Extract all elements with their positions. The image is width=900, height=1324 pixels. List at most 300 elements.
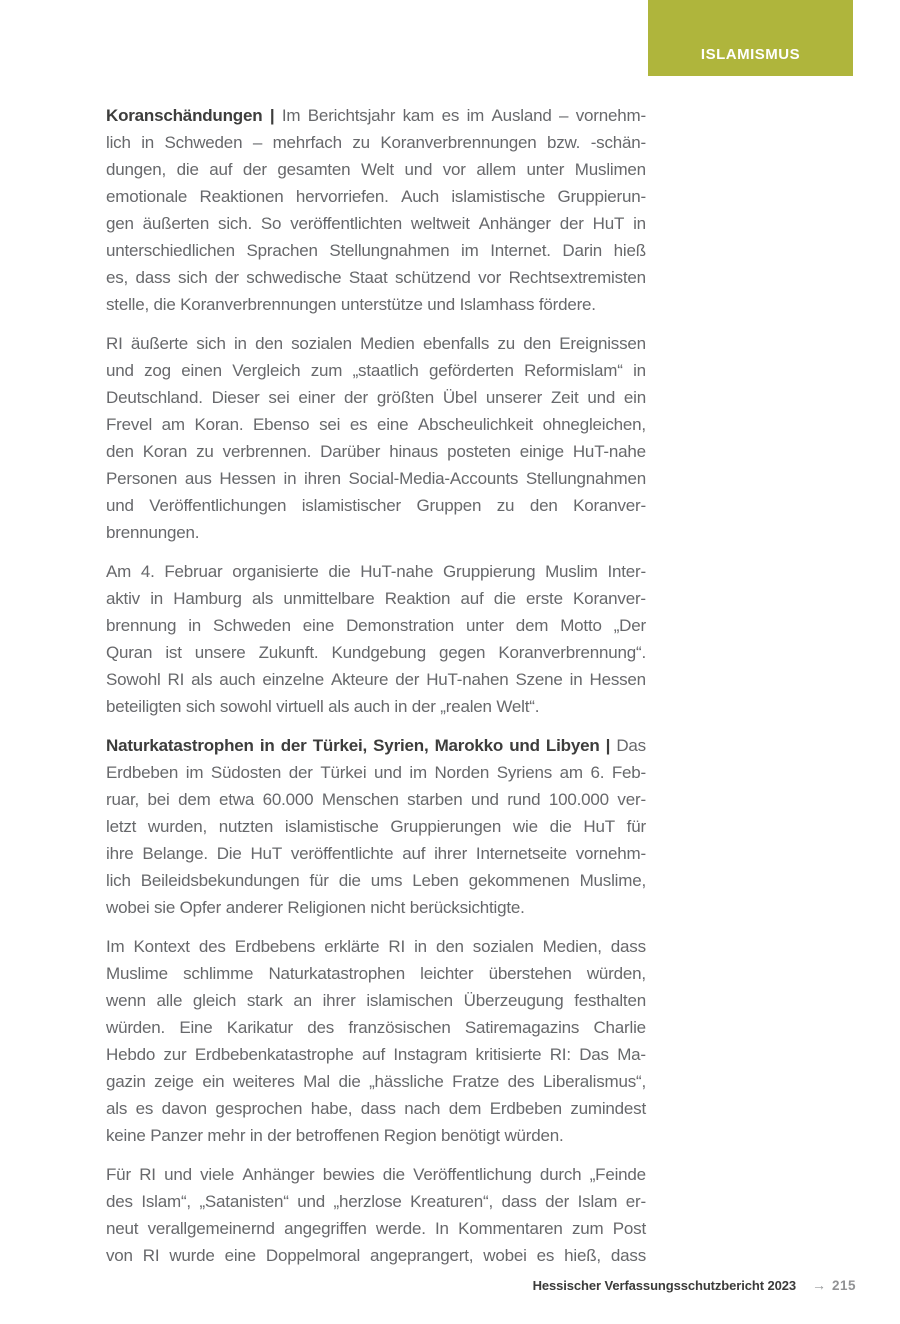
- word: hieß: [613, 241, 646, 260]
- word: im: [185, 763, 204, 782]
- word: gen: [106, 214, 134, 233]
- word: Islamhass: [459, 295, 535, 314]
- word: davon: [161, 1099, 207, 1118]
- word: Syriens: [496, 763, 553, 782]
- word: Gruppierung: [443, 562, 536, 581]
- word: zu: [196, 442, 214, 461]
- word: Medien: [360, 334, 415, 353]
- word: Die: [216, 844, 242, 863]
- body-text: [106, 102, 646, 1281]
- text-line: [106, 357, 646, 384]
- word: Schweden: [164, 133, 243, 152]
- word: Norden: [434, 763, 490, 782]
- word: auf: [209, 160, 233, 179]
- page-footer: [533, 1277, 856, 1293]
- word: Gruppen: [416, 496, 482, 515]
- word: Februar: [164, 562, 223, 581]
- word: weiteres: [232, 1072, 295, 1091]
- section-heading-word: |: [605, 736, 611, 755]
- word: wenn: [106, 991, 146, 1010]
- word: brennungen.: [106, 523, 200, 542]
- word: auf: [361, 1045, 386, 1064]
- word: der: [559, 214, 584, 233]
- text-line: [106, 291, 646, 318]
- word: des: [307, 1018, 335, 1037]
- word: letzt: [106, 817, 137, 836]
- word: eine: [224, 1246, 256, 1265]
- word: gesamten: [277, 160, 351, 179]
- word: Koranverbrennungen: [180, 295, 337, 314]
- word: Reaktionen: [199, 187, 284, 206]
- word: der: [395, 670, 420, 689]
- word: 100.000: [548, 790, 609, 809]
- word: auf: [402, 844, 426, 863]
- word: es: [135, 1099, 154, 1118]
- word: Ausland: [491, 106, 552, 125]
- word: Internetseite: [475, 844, 567, 863]
- word: aus: [184, 469, 212, 488]
- word: Menschen: [321, 790, 399, 809]
- text-line: [106, 519, 646, 546]
- word: im: [466, 106, 485, 125]
- word: des: [507, 1072, 535, 1091]
- word: Doppelmoral: [265, 1246, 361, 1265]
- word: zu: [352, 133, 370, 152]
- word: schützend: [394, 268, 471, 287]
- word: bei: [147, 790, 170, 809]
- word: vornehm-: [575, 844, 646, 863]
- word: den: [106, 442, 134, 461]
- word: der: [545, 1192, 570, 1211]
- word: Darin: [562, 241, 603, 260]
- word: der: [411, 697, 436, 716]
- word: Kreaturen“,: [410, 1192, 493, 1211]
- section-heading-word: Syrien,: [373, 736, 429, 755]
- report-title: Hessischer Verfassungsschutzbericht 2023: [532, 1278, 796, 1293]
- word: äußerte: [130, 334, 189, 353]
- word: Am: [106, 562, 132, 581]
- word: Gruppierun-: [557, 187, 646, 206]
- word: 4.: [140, 562, 155, 581]
- word: ver-: [617, 790, 646, 809]
- word: RI: [167, 670, 185, 689]
- word: islamistische: [284, 817, 379, 836]
- word: Zukunft.: [258, 643, 319, 662]
- word: organisierte: [232, 562, 319, 581]
- word: -schän-: [590, 133, 646, 152]
- word: sich: [185, 697, 216, 716]
- word: zumindest: [570, 1099, 646, 1118]
- word: Überzeugung: [463, 991, 564, 1010]
- word: ums: [370, 871, 403, 890]
- text-line: [106, 1014, 646, 1041]
- word: Opfer: [179, 898, 222, 917]
- text-line: [106, 465, 646, 492]
- word: RI: [139, 1165, 156, 1184]
- category-tab-label: ISLAMISMUS: [700, 46, 801, 63]
- word: zur: [163, 1045, 187, 1064]
- word: Welt: [360, 160, 394, 179]
- word: kritisierte: [475, 1045, 542, 1064]
- word: französischen: [348, 1018, 451, 1037]
- word: Hamburg: [173, 589, 242, 608]
- word: So: [260, 214, 282, 233]
- word: dem: [178, 790, 211, 809]
- text-line: [106, 1242, 646, 1269]
- word: In: [435, 1219, 449, 1238]
- word: den: [255, 334, 283, 353]
- word: die: [328, 562, 351, 581]
- word: ruar,: [106, 790, 140, 809]
- word: stark: [246, 991, 283, 1010]
- word: Sowohl: [106, 670, 161, 689]
- word: Motto: [560, 616, 602, 635]
- word: die: [176, 160, 199, 179]
- word: sich: [196, 334, 226, 353]
- word: der: [288, 763, 313, 782]
- word: Stellungnahmen: [525, 469, 646, 488]
- word: vor: [478, 268, 502, 287]
- word: Hessen: [219, 469, 276, 488]
- word: dem: [515, 616, 549, 635]
- word: als: [106, 1099, 128, 1118]
- word: in: [414, 937, 427, 956]
- word: Islam“,: [141, 1192, 191, 1211]
- word: alle: [156, 991, 183, 1010]
- word: Medien,: [542, 937, 602, 956]
- word: und: [404, 160, 433, 179]
- word: nicht: [370, 898, 406, 917]
- word: Panzer: [150, 1126, 203, 1145]
- text-line: [106, 210, 646, 237]
- word: hinaus: [389, 442, 439, 461]
- word: –: [252, 133, 263, 152]
- word: lich: [106, 871, 131, 890]
- word: „staatlich: [352, 361, 419, 380]
- word: HuT: [583, 817, 615, 836]
- word: 60.000: [262, 790, 314, 809]
- word: Szene: [515, 670, 563, 689]
- text-line: [106, 384, 646, 411]
- word: neut: [106, 1219, 139, 1238]
- word: Erdbebens: [234, 937, 316, 956]
- word: ein: [623, 388, 646, 407]
- word: und: [427, 295, 456, 314]
- word: Deutschland.: [106, 388, 203, 407]
- word: Feb-: [611, 763, 646, 782]
- word: ihre: [106, 844, 134, 863]
- word: ebenfalls: [422, 334, 490, 353]
- word: Ebenso: [252, 415, 310, 434]
- word: –: [559, 106, 569, 125]
- word: vor: [442, 160, 466, 179]
- text-line: [106, 693, 646, 720]
- word: einer: [298, 388, 336, 407]
- word: an: [293, 991, 312, 1010]
- word: Personen: [106, 469, 178, 488]
- word: Staat: [348, 268, 388, 287]
- word: Religionen: [287, 898, 366, 917]
- text-line: [106, 639, 646, 666]
- word: es,: [106, 268, 129, 287]
- word: nach: [404, 1099, 441, 1118]
- word: in: [633, 214, 646, 233]
- word: gleich: [192, 991, 237, 1010]
- word: zu: [496, 496, 515, 515]
- word: Koran: [142, 442, 188, 461]
- word: „herzlose: [333, 1192, 402, 1211]
- word: Muslime: [106, 964, 168, 983]
- word: durch: [539, 1165, 582, 1184]
- word: Anhänger: [242, 1165, 315, 1184]
- text-line: [106, 960, 646, 987]
- word: und: [164, 1165, 192, 1184]
- word: es: [349, 415, 368, 434]
- word: Muslim: [545, 562, 598, 581]
- word: RI: [388, 937, 405, 956]
- word: veröffentlichte: [290, 844, 394, 863]
- word: für: [309, 871, 329, 890]
- word: festhalten: [574, 991, 646, 1010]
- word: wie: [512, 817, 538, 836]
- word: betroffenen: [295, 1126, 380, 1145]
- word: allem: [476, 160, 516, 179]
- word: „Feinde: [589, 1165, 646, 1184]
- word: Ma-: [617, 1045, 646, 1064]
- text-line: [106, 183, 646, 210]
- word: Welt“.: [496, 697, 540, 716]
- word: posteten: [447, 442, 511, 461]
- word: Naturkatastrophen: [268, 964, 405, 983]
- word: nutzten: [218, 817, 274, 836]
- word: erste: [526, 589, 563, 608]
- section-heading-word: in: [259, 736, 275, 755]
- word: größten: [376, 388, 435, 407]
- word: Reformislam“: [524, 361, 623, 380]
- word: Muslimen: [574, 160, 646, 179]
- word: veröffentlichten: [290, 214, 403, 233]
- word: Zeit: [550, 388, 579, 407]
- text-line: [106, 558, 646, 585]
- word: RI:: [549, 1045, 571, 1064]
- word: Quran: [106, 643, 153, 662]
- word: Satiremagazins: [464, 1018, 580, 1037]
- word: Liberalismus“,: [542, 1072, 646, 1091]
- text-line: [106, 492, 646, 519]
- word: die: [382, 1165, 405, 1184]
- word: Mal: [303, 1072, 330, 1091]
- word: sozialen: [291, 334, 352, 353]
- word: Demonstration: [346, 616, 455, 635]
- word: den: [529, 496, 558, 515]
- word: Dieser: [211, 388, 260, 407]
- word: unter: [526, 160, 565, 179]
- word: Das: [616, 736, 646, 755]
- word: Gruppierungen: [390, 817, 502, 836]
- word: Im: [106, 937, 125, 956]
- word: der: [267, 1126, 292, 1145]
- word: erklärte: [324, 937, 380, 956]
- word: dungen,: [106, 160, 167, 179]
- word: dass: [501, 1192, 537, 1211]
- text-line: [106, 987, 646, 1014]
- word: er-: [625, 1192, 646, 1211]
- text-line: [106, 840, 646, 867]
- word: eine: [302, 616, 335, 635]
- word: Belange.: [142, 844, 208, 863]
- word: Leben: [412, 871, 459, 890]
- word: würden.: [504, 1126, 564, 1145]
- word: angeprangert,: [370, 1246, 474, 1265]
- word: Für: [106, 1165, 131, 1184]
- word: wurde: [169, 1246, 215, 1265]
- word: dass: [360, 1099, 396, 1118]
- word: es: [536, 1246, 555, 1265]
- word: Kundgebung: [331, 643, 426, 662]
- word: HuT: [250, 844, 283, 863]
- text-line: [106, 786, 646, 813]
- text-line: [106, 237, 646, 264]
- word: auf: [460, 589, 484, 608]
- word: Beileidsbekundungen: [140, 871, 300, 890]
- word: Karikatur: [226, 1018, 294, 1037]
- word: eine: [376, 415, 409, 434]
- word: „Satanisten“: [199, 1192, 289, 1211]
- word: der: [242, 160, 267, 179]
- word: Veröffentlichung: [413, 1165, 532, 1184]
- word: viele: [200, 1165, 235, 1184]
- word: verbrennen.: [222, 442, 312, 461]
- word: und: [106, 361, 134, 380]
- word: im: [461, 241, 479, 260]
- word: Frevel: [106, 415, 153, 434]
- word: bzw.: [546, 133, 581, 152]
- word: brennung: [106, 616, 177, 635]
- word: unsere: [194, 643, 246, 662]
- word: fördere.: [538, 295, 596, 314]
- section-heading-word: Libyen: [545, 736, 600, 755]
- word: zog: [144, 361, 171, 380]
- section-heading-word: und: [509, 736, 540, 755]
- word: Koranver-: [573, 496, 646, 515]
- word: Eine: [179, 1018, 213, 1037]
- text-line: [106, 129, 646, 156]
- text-line: [106, 612, 646, 639]
- paragraph: [106, 732, 646, 921]
- word: angegriffen: [284, 1219, 367, 1238]
- word: gekommenen: [468, 871, 570, 890]
- word: Darüber: [320, 442, 381, 461]
- word: in: [141, 133, 155, 152]
- word: Anhänger: [478, 214, 551, 233]
- word: als: [191, 670, 213, 689]
- paragraph: [106, 1161, 646, 1269]
- word: sich.: [218, 214, 252, 233]
- word: dass: [610, 1246, 646, 1265]
- word: Erdbeben: [489, 1099, 562, 1118]
- section-heading-word: Koranschändungen: [106, 106, 263, 125]
- word: des: [198, 937, 226, 956]
- word: zum: [310, 361, 343, 380]
- text-line: [106, 1188, 646, 1215]
- text-line: [106, 1122, 646, 1149]
- word: Koran.: [194, 415, 244, 434]
- text-line: [106, 1161, 646, 1188]
- word: kam: [402, 106, 435, 125]
- word: einzelne: [262, 670, 325, 689]
- word: die: [338, 871, 361, 890]
- word: sozialen: [472, 937, 534, 956]
- word: gegen: [439, 643, 486, 662]
- text-line: [106, 894, 646, 921]
- word: Erdbeben: [106, 763, 179, 782]
- word: Berichtsjahr: [307, 106, 396, 125]
- word: RI: [142, 1246, 160, 1265]
- word: es: [441, 106, 460, 125]
- text-line: [106, 759, 646, 786]
- text-line: [106, 732, 646, 759]
- text-line: [106, 1041, 646, 1068]
- text-line: [106, 330, 646, 357]
- word: Akteure: [331, 670, 389, 689]
- arrow-icon: →: [811, 1277, 826, 1293]
- paragraph: [106, 558, 646, 720]
- word: und: [106, 496, 134, 515]
- word: äußerten: [142, 214, 210, 233]
- word: in: [283, 469, 297, 488]
- word: dass: [135, 268, 171, 287]
- word: in: [569, 670, 583, 689]
- word: Auch: [401, 187, 440, 206]
- word: Übel: [442, 388, 478, 407]
- word: Koranver-: [573, 589, 646, 608]
- word: die: [493, 589, 516, 608]
- word: Muslime,: [579, 871, 646, 890]
- word: Türkei: [320, 763, 367, 782]
- word: Instagram: [393, 1045, 468, 1064]
- text-line: [106, 1215, 646, 1242]
- word: der: [214, 268, 239, 287]
- word: in: [150, 589, 164, 608]
- word: ihrer: [322, 991, 356, 1010]
- word: hieß,: [564, 1246, 601, 1265]
- word: geförderten: [428, 361, 514, 380]
- word: HuT-nahe: [572, 442, 646, 461]
- word: keine: [106, 1126, 146, 1145]
- word: der: [344, 388, 369, 407]
- word: verallgemeinernd: [147, 1219, 275, 1238]
- section-heading-word: Marokko: [434, 736, 504, 755]
- word: HuT-nahe: [360, 562, 434, 581]
- text-line: [106, 438, 646, 465]
- word: Inter-: [607, 562, 646, 581]
- word: ihrer: [434, 844, 468, 863]
- word: ihren: [304, 469, 341, 488]
- word: aktiv: [106, 589, 140, 608]
- word: Kommentaren: [458, 1219, 563, 1238]
- word: gazin: [106, 1072, 146, 1091]
- word: unterschiedlichen: [106, 241, 235, 260]
- word: sei: [268, 388, 290, 407]
- word: Veröffentlichungen: [149, 496, 287, 515]
- word: „realen: [440, 697, 492, 716]
- word: Schweden: [213, 616, 291, 635]
- word: Islam: [577, 1192, 618, 1211]
- word: anderer: [225, 898, 283, 917]
- paragraph: [106, 933, 646, 1149]
- word: dass: [610, 937, 646, 956]
- word: zeige: [154, 1072, 194, 1091]
